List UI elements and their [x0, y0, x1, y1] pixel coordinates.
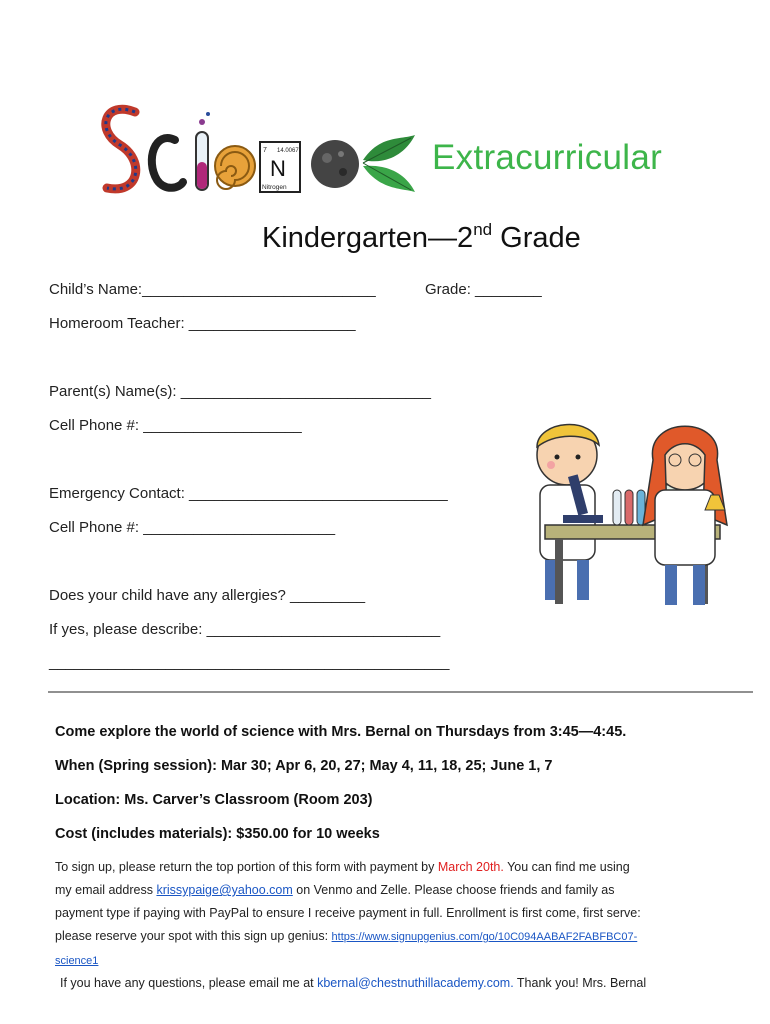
allergies-field: Does your child have any allergies? _________	[49, 587, 366, 604]
email-link-kbernal[interactable]: kbernal@chestnuthillacademy.com.	[317, 976, 514, 990]
element-symbol: N	[270, 156, 286, 181]
emergency-cell-phone-field: Cell Phone #: _______________________	[49, 519, 336, 536]
element-number: 7	[263, 147, 267, 154]
signup-paragraph	[55, 856, 735, 973]
email-link-krissy[interactable]: krissypaige@yahoo.com	[156, 883, 293, 897]
signup-line-1	[55, 856, 735, 879]
signup-text-1: To sign up, please return the top portion of this form with payment by	[55, 860, 438, 874]
allergy-description-field: If yes, please describe: ____________________________	[49, 621, 441, 638]
scientist-kids-illustration	[515, 415, 745, 615]
emergency-contact-field: Emergency Contact: _______________________________	[49, 485, 448, 502]
grade-field: Grade: ________	[425, 281, 542, 298]
cost-text: Cost (includes materials): $350.00 for 10 weeks	[55, 826, 380, 842]
explore-text: Come explore the world of science with Mrs. Bernal on Thursdays from 3:45—4:45.	[55, 724, 627, 740]
science-logo	[95, 100, 415, 200]
title-superscript: nd	[473, 220, 493, 239]
signup-genius-link[interactable]: https://www.signupgenius.com/go/10C094AABAF2FABFBC07-	[331, 931, 638, 943]
when-text: When (Spring session): Mar 30; Apr 6, 20, 27; May 4, 11, 18, 25; June 1, 7	[55, 758, 553, 774]
parent-name-field: Parent(s) Name(s): ______________________________	[49, 383, 431, 400]
signup-deadline: March 20th.	[437, 860, 504, 874]
signup-genius-link-continued[interactable]: science1	[55, 955, 99, 967]
signup-text-3: my email address	[55, 883, 157, 897]
cut-divider: ———————————————————————————————————————————————	[48, 683, 753, 700]
element-name: Nitrogen	[262, 184, 287, 191]
signup-text-6: please reserve your spot with this sign up genius:	[55, 929, 332, 943]
child-name-field: Child’s Name:____________________________	[49, 281, 376, 298]
signup-line-5	[55, 949, 735, 973]
page-title	[262, 220, 581, 255]
signup-text-2: You can find me using	[503, 860, 630, 874]
signup-line-4	[55, 925, 735, 949]
footer-text	[60, 972, 646, 995]
footer-text-2: Thank you! Mrs. Bernal	[513, 976, 647, 990]
location-text: Location: Ms. Carver’s Classroom (Room 203)	[55, 792, 373, 808]
homeroom-teacher-field: Homeroom Teacher: ____________________	[49, 315, 356, 332]
element-mass: 14.0067	[277, 148, 299, 154]
cell-phone-field: Cell Phone #: ___________________	[49, 417, 302, 434]
extracurricular-heading: Extracurricular	[432, 138, 663, 177]
signup-line-2	[55, 879, 735, 902]
allergy-description-line: ________________________________________________	[49, 654, 450, 671]
title-main: Kindergarten—2	[262, 222, 474, 254]
footer-text-1: If you have any questions, please email me at	[60, 976, 318, 990]
signup-line-3: payment type if paying with PayPal to ensure I receive payment in full. Enrollment is first come, first serve:	[55, 906, 641, 920]
title-end: Grade	[492, 222, 581, 254]
signup-text-4: on Venmo and Zelle. Please choose friends and family as	[292, 883, 615, 897]
